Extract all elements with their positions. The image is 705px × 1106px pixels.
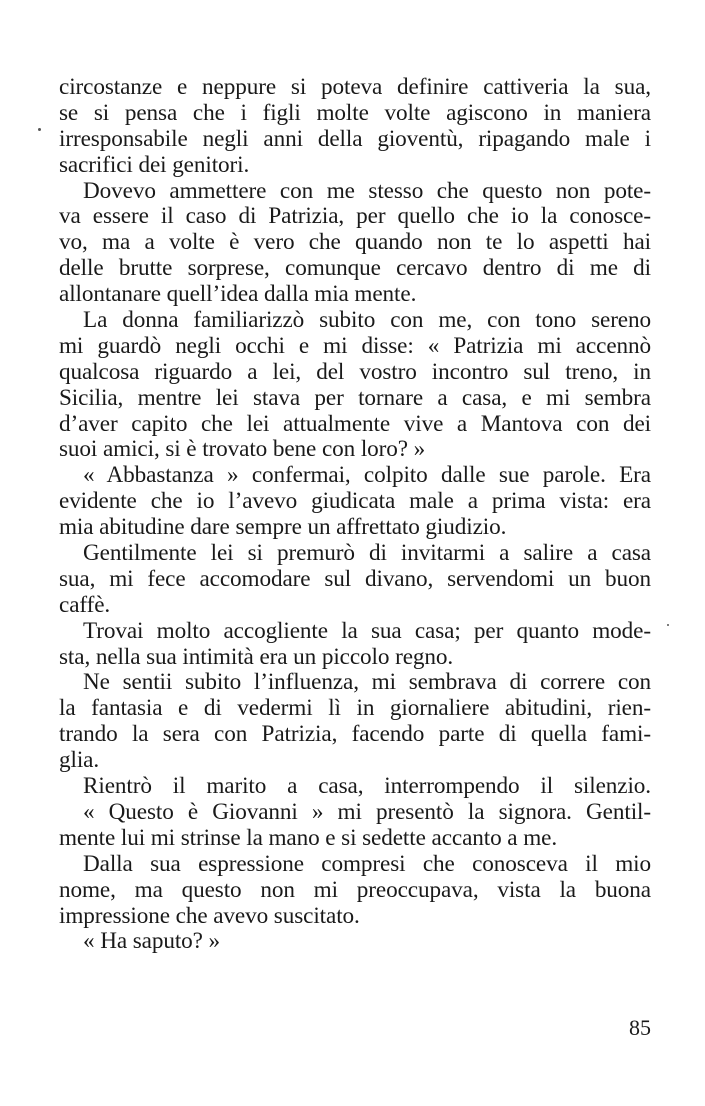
text-line: sta, nella sua intimità era un piccolo regno. xyxy=(59,643,454,670)
paragraph xyxy=(59,308,651,463)
text-line: glia. xyxy=(59,747,100,774)
paragraph xyxy=(59,463,651,541)
text-line: trando la sera con Patrizia, facendo parte di quella fami- xyxy=(59,721,651,748)
body-text xyxy=(59,75,651,955)
text-line: sacrifici dei genitori. xyxy=(59,151,250,178)
text-line: La donna familiarizzò subito con me, con tono sereno xyxy=(83,307,651,334)
text-line: circostanze e neppure si poteva definire cattiveria la sua, xyxy=(59,74,651,100)
text-line: allontanare quell’idea dalla mia mente. xyxy=(59,281,417,308)
text-line: suoi amici, si è trovato bene con loro? » xyxy=(59,436,426,463)
text-line: Ne sentii subito l’influenza, mi sembrava di correre con xyxy=(83,669,651,696)
print-speck xyxy=(38,128,41,131)
paragraph xyxy=(59,179,651,308)
text-line: mia abitudine dare sempre un affrettato giudizio. xyxy=(59,514,507,541)
text-line: la fantasia e di vedermi lì in giornaliere abitudini, rien- xyxy=(59,695,651,722)
paragraph xyxy=(59,619,651,671)
page-number: 85 xyxy=(629,1015,651,1040)
text-line: se si pensa che i figli molte volte agiscono in maniera xyxy=(59,99,651,126)
text-line: Dovevo ammettere con me stesso che questo non pote- xyxy=(83,177,651,204)
text-line: delle brutte sorprese, comunque cercavo dentro di me di xyxy=(59,255,651,282)
text-line: caffè. xyxy=(59,591,111,618)
print-speck xyxy=(667,624,669,626)
paragraph xyxy=(59,75,651,179)
text-line: Gentilmente lei si premurò di invitarmi a salire a casa xyxy=(83,540,651,567)
text-line: vo, ma a volte è vero che quando non te lo aspetti hai xyxy=(59,229,651,256)
paragraph xyxy=(59,929,651,955)
text-line: nome, ma questo non mi preoccupava, vista la buona xyxy=(59,876,651,903)
text-line: « Ha saputo? » xyxy=(83,928,221,955)
text-line: « Abbastanza » confermai, colpito dalle sue parole. Era xyxy=(83,462,651,489)
paragraph xyxy=(59,774,651,800)
paragraph xyxy=(59,670,651,774)
text-line: mi guardò negli occhi e mi disse: « Patrizia mi accennò xyxy=(59,332,651,359)
text-line: Dalla sua espressione compresi che conosceva il mio xyxy=(83,850,651,877)
text-line: sua, mi fece accomodare sul divano, servendomi un buon xyxy=(59,565,651,592)
text-line: mente lui mi strinse la mano e si sedette accanto a me. xyxy=(59,824,558,851)
paragraph xyxy=(59,800,651,852)
text-line: Trovai molto accogliente la sua casa; per quanto mode- xyxy=(83,617,651,644)
text-line: irresponsabile negli anni della gioventù, ripagando male i xyxy=(59,125,651,152)
text-line: qualcosa riguardo a lei, del vostro incontro sul treno, in xyxy=(59,358,651,385)
text-line: Sicilia, mentre lei stava per tornare a casa, e mi sembra xyxy=(59,384,651,411)
paragraph xyxy=(59,541,651,619)
text-line: « Questo è Giovanni » mi presentò la signora. Gentil- xyxy=(83,798,651,825)
paragraph xyxy=(59,852,651,930)
text-line: va essere il caso di Patrizia, per quello che io la conosce- xyxy=(59,203,651,230)
text-line: evidente che io l’avevo giudicata male a prima vista: era xyxy=(59,488,651,515)
text-line: impressione che avevo suscitato. xyxy=(59,902,360,929)
text-line: Rientrò il marito a casa, interrompendo il silenzio. xyxy=(83,773,651,800)
text-line: d’aver capito che lei attualmente vive a Mantova con dei xyxy=(59,410,651,437)
